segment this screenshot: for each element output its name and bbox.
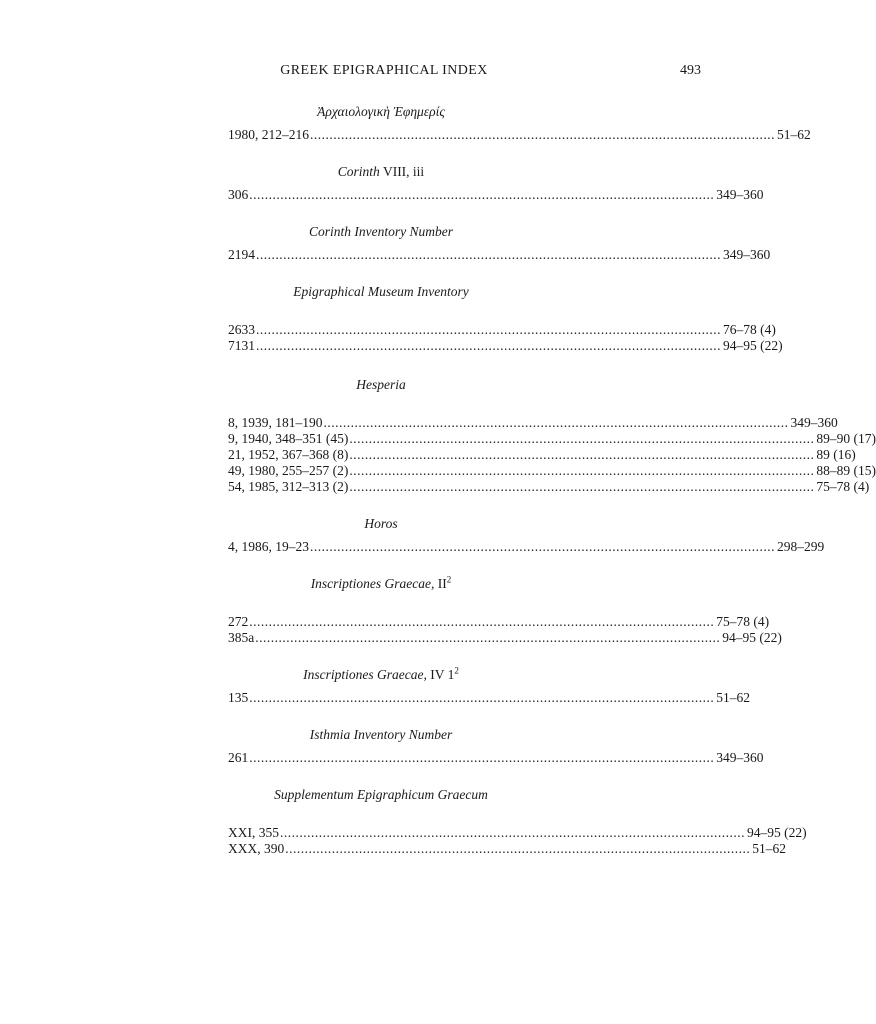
entry-pages: 51–62	[777, 127, 811, 142]
index-entry	[228, 479, 870, 495]
entry-pages: 298–299	[777, 539, 825, 554]
entry-reference: 9, 1940, 348–351 (45)	[228, 431, 349, 446]
section-heading	[228, 104, 534, 120]
section-heading	[228, 727, 534, 743]
dot-leader: ........................................................................................................................	[249, 614, 715, 629]
index-entry	[228, 187, 764, 203]
section-heading	[228, 164, 534, 180]
entry-reference: 8, 1939, 181–190	[228, 415, 323, 430]
index-entry	[228, 841, 786, 857]
index-entry	[228, 825, 807, 841]
index-entry	[228, 127, 811, 143]
entry-reference: 21, 1952, 367–368 (8)	[228, 447, 349, 462]
index-entry	[228, 630, 782, 646]
running-title: GREEK EPIGRAPHICAL INDEX	[280, 63, 488, 78]
entry-list	[228, 187, 764, 203]
section-title: Epigraphical Museum Inventory	[293, 284, 469, 299]
section-title: Ἀρχαιολογικὴ Ἐφημερίς	[317, 104, 445, 119]
entry-pages: 89–90 (17)	[816, 431, 876, 446]
entry-pages: 349–360	[723, 247, 771, 262]
section-title: Horos	[364, 516, 398, 531]
entry-list	[228, 614, 782, 646]
dot-leader: ........................................................................................................................	[349, 447, 815, 462]
entry-list	[228, 322, 783, 354]
dot-leader: ........................................................................................................................	[249, 187, 715, 202]
index-entry	[228, 338, 783, 354]
index-entry	[228, 431, 876, 447]
dot-leader: ........................................................................................................................	[256, 247, 721, 262]
dot-leader: ........................................................................................................................	[280, 825, 745, 840]
entry-reference: 135	[228, 690, 249, 705]
section-heading	[228, 516, 534, 532]
section-title-superscript: 2	[454, 665, 459, 676]
section-heading	[228, 377, 534, 393]
entry-list	[228, 690, 750, 706]
dot-leader: ........................................................................................................................	[255, 630, 721, 645]
section-title-volume: VIII, iii	[379, 164, 425, 179]
index-entry	[228, 247, 771, 263]
dot-leader: ........................................................................................................................	[249, 690, 715, 705]
section-heading	[228, 284, 534, 300]
index-entry	[228, 463, 876, 479]
entry-pages: 349–360	[790, 415, 838, 430]
dot-leader: ........................................................................................................................	[349, 463, 815, 478]
entry-reference: 2633	[228, 322, 255, 337]
entry-pages: 75–78 (4)	[816, 479, 870, 494]
entry-reference: 385a	[228, 630, 255, 645]
entry-list	[228, 539, 825, 555]
entry-reference: 49, 1980, 255–257 (2)	[228, 463, 349, 478]
section-heading	[228, 667, 534, 683]
section-title-volume: IV 1	[426, 667, 455, 682]
index-entry	[228, 690, 750, 706]
entry-pages: 51–62	[752, 841, 786, 856]
page-number: 493	[680, 63, 701, 78]
index-entry	[228, 415, 838, 431]
index-entry	[228, 750, 764, 766]
entry-pages: 94–95 (22)	[747, 825, 807, 840]
entry-list	[228, 247, 771, 263]
entry-reference: 272	[228, 614, 249, 629]
section-heading	[228, 576, 534, 592]
section-title: Inscriptiones Graecae,	[303, 667, 427, 682]
entry-pages: 349–360	[716, 187, 764, 202]
entry-list	[228, 750, 764, 766]
entry-reference: 7131	[228, 338, 255, 353]
entry-pages: 76–78 (4)	[723, 322, 776, 337]
dot-leader: ........................................................................................................................	[310, 539, 775, 554]
dot-leader: ........................................................................................................................	[349, 431, 815, 446]
index-body	[228, 96, 876, 857]
entry-reference: 1980, 212–216	[228, 127, 309, 142]
entry-reference: 54, 1985, 312–313 (2)	[228, 479, 349, 494]
entry-pages: 51–62	[716, 690, 750, 705]
section-title: Inscriptiones Graecae,	[310, 576, 435, 591]
section-title-superscript: 2	[446, 574, 452, 585]
index-entry	[228, 539, 825, 555]
entry-pages: 349–360	[716, 750, 764, 765]
section-heading	[228, 224, 534, 240]
entry-list	[228, 127, 811, 143]
dot-leader: ........................................................................................................................	[323, 415, 789, 430]
entry-reference: XXI, 355	[228, 825, 279, 840]
section-title: Isthmia Inventory Number	[309, 727, 453, 742]
dot-leader: ........................................................................................................................	[285, 841, 751, 856]
index-entry	[228, 447, 856, 463]
dot-leader: ........................................................................................................................	[256, 338, 721, 353]
entry-pages: 75–78 (4)	[716, 614, 770, 629]
dot-leader: ........................................................................................................................	[249, 750, 715, 765]
dot-leader: ........................................................................................................................	[256, 322, 721, 337]
entry-reference: 261	[228, 750, 249, 765]
index-entry	[228, 614, 770, 630]
entry-reference: 4, 1986, 19–23	[228, 539, 309, 554]
entry-pages: 88–89 (15)	[816, 463, 876, 478]
entry-reference: 306	[228, 187, 249, 202]
section-title: Corinth	[337, 164, 380, 179]
section-title-volume: II	[434, 576, 447, 591]
section-title: Hesperia	[356, 377, 406, 392]
dot-leader: ........................................................................................................................	[310, 127, 775, 142]
entry-list	[228, 415, 876, 495]
entry-reference: XXX, 390	[228, 841, 285, 856]
dot-leader: ........................................................................................................................	[349, 479, 815, 494]
entry-pages: 94–95 (22)	[723, 338, 783, 353]
section-title: Corinth Inventory Number	[309, 224, 453, 239]
index-entry	[228, 322, 776, 338]
section-heading	[228, 787, 534, 803]
section-title: Supplementum Epigraphicum Graecum	[274, 787, 488, 802]
entry-pages: 89 (16)	[816, 447, 856, 462]
entry-list	[228, 825, 807, 857]
entry-pages: 94–95 (22)	[722, 630, 782, 645]
entry-reference: 2194	[228, 247, 255, 262]
